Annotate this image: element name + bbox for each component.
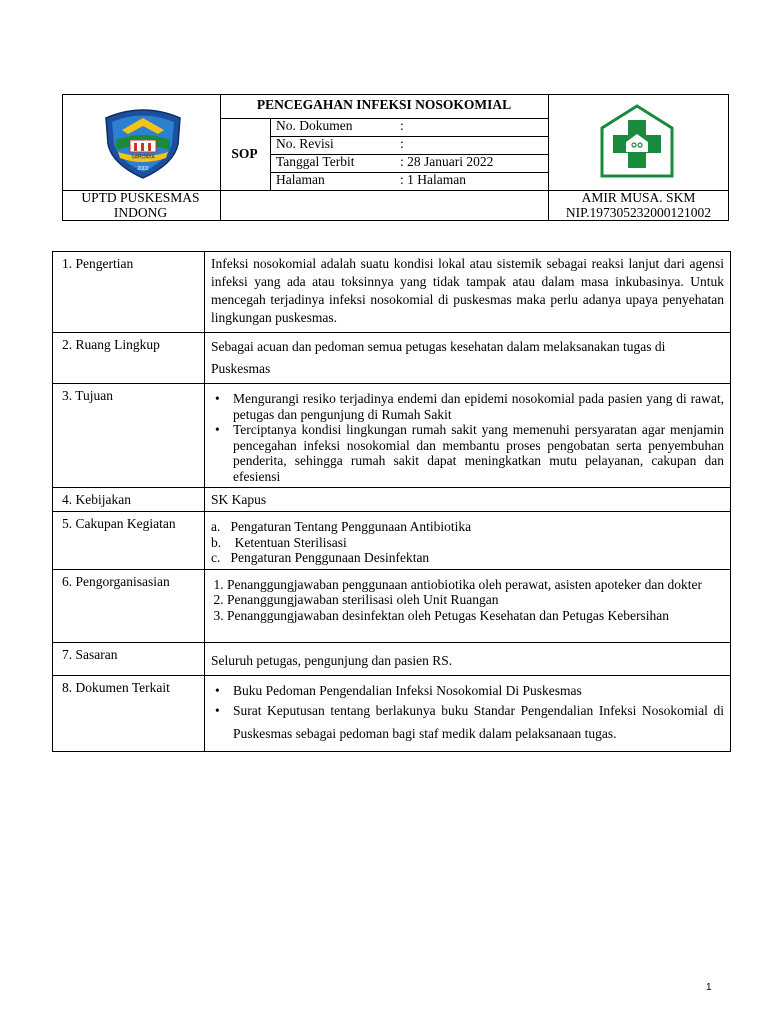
sop-content-table <box>52 251 731 752</box>
row-dokumen-terkait <box>53 675 731 751</box>
list-item: b. Ketentuan Sterilisasi <box>211 534 347 550</box>
list-item: a. Pengaturan Tentang Penggunaan Antibiotika <box>211 519 472 534</box>
meta-label-tanggal-terbit: Tanggal Terbit <box>276 154 355 169</box>
label-tujuan: 3. Tujuan <box>53 384 205 488</box>
row-pengorganisasian <box>53 569 731 642</box>
meta-label-no-dokumen: No. Dokumen <box>276 118 353 133</box>
logo-ribbon-text: SARIJAYA <box>131 154 155 161</box>
sop-label: SOP <box>231 146 258 161</box>
text-sasaran: Seluruh petugas, pengunjung dan pasien RS. <box>205 642 731 675</box>
list-item: • Surat Keputusan tentang berlakunya buku Standar Pengendalian Infeksi Nosokomial di Puskesmas sebagai pedoman bagi staf medik dalam pelaksanaan tugas. <box>233 699 724 745</box>
signer-name: AMIR MUSA. SKM <box>581 190 696 205</box>
text-ruang-lingkup: Sebagai acuan dan pedoman semua petugas kesehatan dalam melaksanakan tugas di Puskesmas <box>205 333 731 384</box>
row-ruang-lingkup <box>53 333 731 384</box>
logo-year-text: 2003 <box>137 166 149 172</box>
label-sasaran: 7. Sasaran <box>53 642 205 675</box>
label-kebijakan: 4. Kebijakan <box>53 488 205 512</box>
list-item: 3. Penanggungjawaban desinfektan oleh Petugas Kesehatan dan Petugas Kebersihan <box>227 608 724 624</box>
label-cakupan: 5. Cakupan Kegiatan <box>53 512 205 570</box>
document-title: PENCEGAHAN INFEKSI NOSOKOMIAL <box>256 97 512 112</box>
meta-label-no-revisi: No. Revisi <box>276 136 334 151</box>
org-name-line2: INDONG <box>113 205 168 220</box>
list-item: 2. Penanggungjawaban sterilisasi oleh Unit Ruangan <box>227 592 724 608</box>
text-kebijakan: SK Kapus <box>205 488 731 512</box>
meta-label-halaman: Halaman <box>276 172 325 187</box>
text-pengertian: Infeksi nosokomial adalah suatu kondisi lokal atau sistemik sebagai reaksi lanjut dari agensi infeksi yang ada atau toksinnya yang tidak tampak atau dalam masa inkubasinya. Untuk mencegah terjadinya infeksi nosokomial di puskesmas maka perlu adanya upaya penyehatan lingkungan puskesmas. <box>205 252 731 333</box>
row-pengertian <box>53 252 731 333</box>
label-pengertian: 1. Pengertian <box>53 252 205 333</box>
list-tujuan <box>211 391 724 484</box>
row-kebijakan <box>53 488 731 512</box>
meta-value-tanggal-terbit: : 28 Januari 2022 <box>400 154 494 169</box>
list-item: • Mengurangi resiko terjadinya endemi dan epidemi nosokomial pada pasien yang di rawat, petugas dan pengunjung di Rumah Sakit <box>233 391 724 422</box>
row-cakupan <box>53 512 731 570</box>
meta-value-no-dokumen: : <box>400 118 404 133</box>
meta-value-no-revisi: : <box>400 136 404 151</box>
list-item: • Terciptanya kondisi lingkungan rumah sakit yang memenuhi persyaratan agar menjamin pencegahan infeksi nosokomial dan membantu proses pengobatan serta penyembuhan penderita, sehingga rumah sakit dapat meningkatkan mutu pelayanan, cakupan dan efesiensi <box>233 422 724 484</box>
meta-value-halaman: : 1 Halaman <box>400 172 466 187</box>
signer-nip: NIP.197305232000121002 <box>565 205 712 220</box>
puskesmas-cross-logo <box>598 104 676 180</box>
list-item: • Buku Pedoman Pengendalian Infeksi Nosokomial Di Puskesmas <box>233 683 724 699</box>
row-tujuan <box>53 384 731 488</box>
page-number: 1 <box>706 982 712 993</box>
list-pengorganisasian <box>211 577 724 624</box>
row-sasaran <box>53 642 731 675</box>
label-dokumen-terkait: 8. Dokumen Terkait <box>53 675 205 751</box>
label-pengorganisasian: 6. Pengorganisasian <box>53 569 205 642</box>
regional-emblem-logo <box>100 100 186 184</box>
org-name-line1: UPTD PUSKESMAS <box>81 190 200 205</box>
label-ruang-lingkup: 2. Ruang Lingkup <box>53 333 205 384</box>
list-item: c. Pengaturan Penggunaan Desinfektan <box>211 550 430 565</box>
list-dokumen-terkait <box>211 683 724 745</box>
list-item: 1. Penanggungjawaban penggunaan antiobiotika oleh perawat, asisten apoteker dan dokter <box>227 577 724 593</box>
